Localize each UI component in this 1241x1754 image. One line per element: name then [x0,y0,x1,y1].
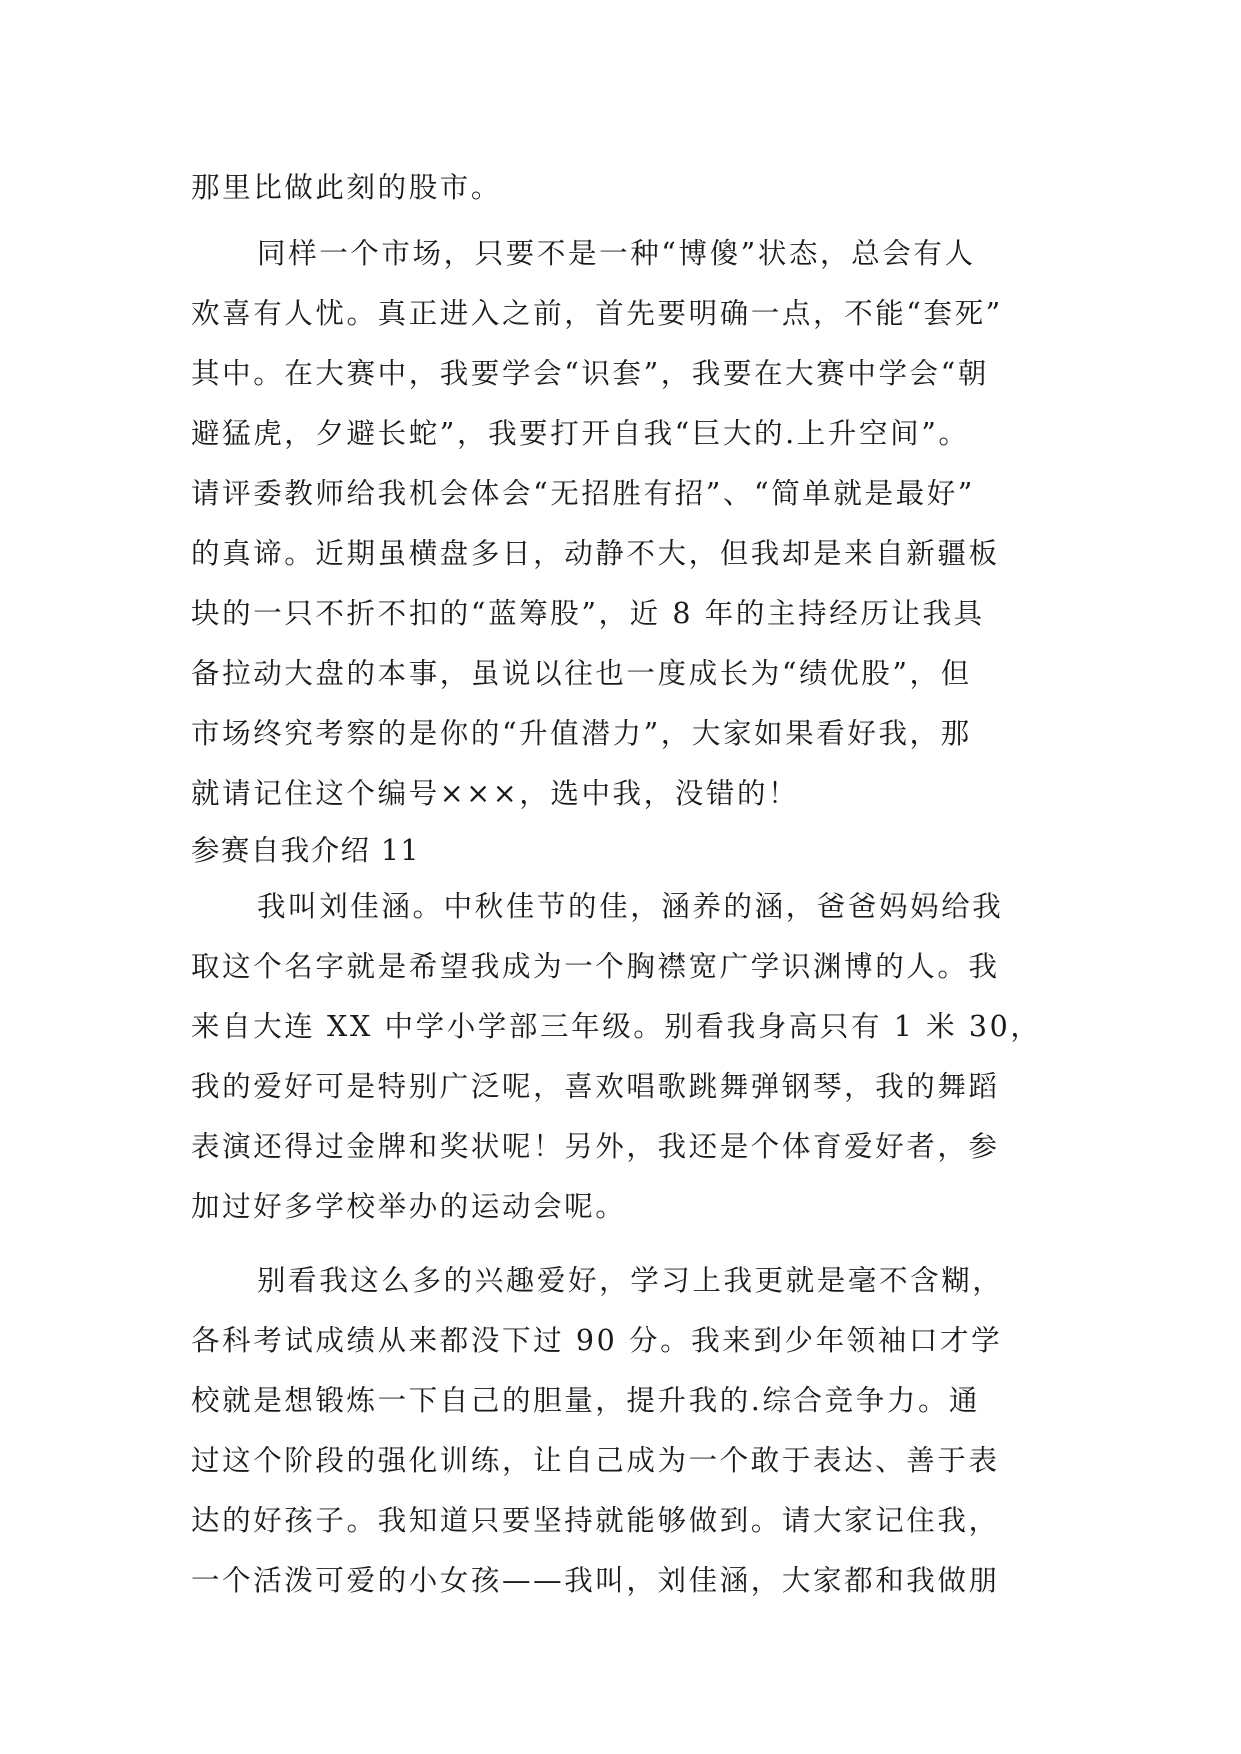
paragraph-line: 市场终究考察的是你的“升值潜力”，大家如果看好我，那 [191,717,972,750]
paragraph-line: 其中。在大赛中，我要学会“识套”，我要在大赛中学会“朝 [191,357,989,390]
paragraph-line: 我的爱好可是特别广泛呢，喜欢唱歌跳舞弹钢琴，我的舞蹈 [191,1070,1000,1103]
paragraph-line: 同样一个市场，只要不是一种“博傻”状态，总会有人 [257,237,976,270]
paragraph-line: 表演还得过金牌和奖状呢！另外，我还是个体育爱好者，参 [191,1130,1000,1163]
paragraph-line: 我叫刘佳涵。中秋佳节的佳，涵养的涵，爸爸妈妈给我 [257,890,1004,923]
paragraph-line: 来自大连 XX 中学小学部三年级。别看我身高只有 1 米 30， [191,1010,1042,1043]
paragraph-hobbies-study [191,1251,1051,1611]
paragraph-line: 取这个名字就是希望我成为一个胸襟宽广学识渊博的人。我 [191,950,1000,983]
paragraph-line: 就请记住这个编号×××，选中我，没错的！ [191,777,800,810]
paragraph-line: 欢喜有人忧。真正进入之前，首先要明确一点，不能“套死” [191,297,1003,330]
paragraph-introduction [191,877,1051,1237]
paragraph-line: 备拉动大盘的本事，虽说以往也一度成长为“绩优股”，但 [191,657,972,690]
paragraph-line: 别看我这么多的兴趣爱好，学习上我更就是毫不含糊， [257,1264,1004,1297]
paragraph-line: 避猛虎，夕避长蛇”，我要打开自我“巨大的.上升空间”。 [191,417,970,450]
paragraph-line: 校就是想锻炼一下自己的胆量，提升我的.综合竞争力。通 [191,1384,981,1417]
paragraph-line: 请评委教师给我机会体会“无招胜有招”、“简单就是最好” [191,477,975,510]
section-heading: 参赛自我介绍 11 [191,834,420,867]
paragraph-line: 一个活泼可爱的小女孩——我叫，刘佳涵，大家都和我做朋 [191,1564,1000,1597]
paragraph-line: 各科考试成绩从来都没下过 90 分。我来到少年领袖口才学 [191,1324,1003,1357]
paragraph-line: 达的好孩子。我知道只要坚持就能够做到。请大家记住我， [191,1504,1000,1537]
paragraph-line: 加过好多学校举办的运动会呢。 [191,1190,627,1223]
paragraph-stock-market [191,224,1051,824]
paragraph-line: 块的一只不折不扣的“蓝筹股”，近 8 年的主持经历让我具 [191,597,985,630]
paragraph-line: 过这个阶段的强化训练，让自己成为一个敢于表达、善于表 [191,1444,1000,1477]
document-body [191,158,1051,1611]
continuation-line: 那里比做此刻的股市。 [191,171,503,204]
paragraph-line: 的真谛。近期虽横盘多日，动静不大，但我却是来自新疆板 [191,537,1000,570]
